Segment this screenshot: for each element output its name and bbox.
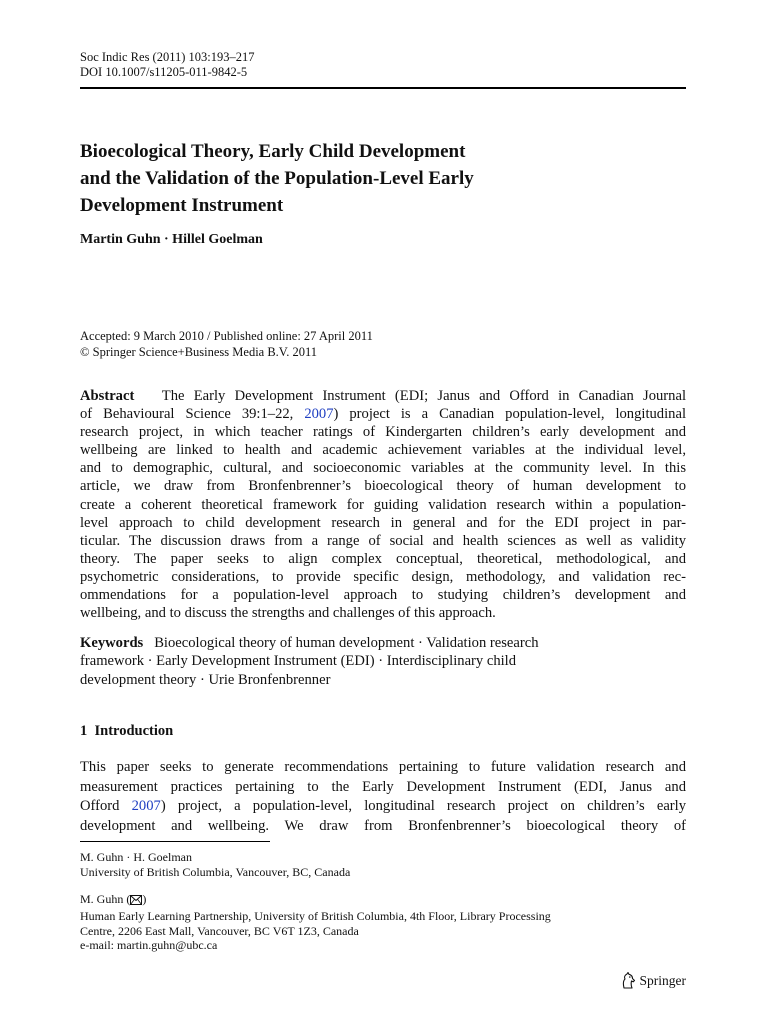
publication-history [80, 328, 373, 360]
abstract-line: article, we draw from Bronfenbrenner’s bioecological theory of human development to [80, 478, 686, 495]
affiliation-names: M. Guhn · H. Goelman [80, 850, 192, 864]
address-line-1: Human Early Learning Partnership, University of British Columbia, 4th Floor, Library Processing [80, 908, 551, 923]
footnote-rule [80, 841, 270, 842]
abstract-line: level approach to child development research in general and for the EDI project in par- [80, 514, 686, 531]
abstract-text: ) project is a Canadian population-level, longitudinal [333, 406, 686, 423]
abstract-line: wellbeing, and to discuss the strengths and challenges of this approach. [80, 605, 496, 622]
abstract [80, 387, 686, 622]
abstract-line [80, 387, 686, 405]
abstract-line [80, 405, 686, 423]
keywords-line: development theory · Urie Bronfenbrenner [80, 671, 331, 688]
citation-link[interactable]: 2007 [304, 406, 334, 423]
header-rule [80, 87, 686, 89]
abstract-text: The Early Development Instrument (EDI; Janus and Offord in Canadian Journal [161, 388, 686, 404]
introduction-text [80, 758, 686, 836]
title-line-3: Development Instrument [80, 195, 284, 216]
section-number: 1 [80, 723, 88, 739]
abstract-text: of Behavioural Science 39:1–22, [80, 406, 294, 423]
intro-line [80, 797, 686, 817]
intro-line: development and wellbeing. We draw from Bronfenbrenner’s bioecological theory of [80, 817, 686, 834]
citation: Soc Indic Res (2011) 103:193–217 [80, 50, 255, 64]
springer-horse-icon [620, 972, 636, 989]
intro-line: measurement practices pertaining to the Early Development Instrument (EDI, Janus and [80, 778, 686, 795]
affiliation-block [80, 850, 350, 880]
article-title [80, 138, 686, 219]
abstract-line: create a coherent theoretical framework for guiding validation research within a population- [80, 496, 686, 513]
abstract-line: and to demographic, cultural, and socioeconomic variables at the community level. In this [80, 460, 686, 477]
abstract-label: Abstract [80, 388, 135, 404]
section-title: Introduction [94, 723, 174, 739]
title-line-1: Bioecological Theory, Early Child Development [80, 141, 466, 162]
citation-link[interactable]: 2007 [131, 798, 161, 815]
corresponding-author-block [80, 892, 551, 953]
abstract-line: psychometric considerations, to provide specific design, methodology, and validation rec- [80, 568, 686, 585]
envelope-icon [130, 894, 142, 909]
intro-text: Offord [80, 798, 120, 815]
abstract-line: ommendations for a population-level approach to studying children’s development and [80, 587, 686, 604]
article-page [80, 0, 686, 1024]
copyright: © Springer Science+Business Media B.V. 2011 [80, 345, 318, 359]
corresponding-name: M. Guhn ( [80, 892, 131, 906]
section-heading [80, 723, 173, 740]
abstract-line: ticular. The discussion draws from a range of social and health sciences as well as validity [80, 532, 686, 549]
keywords [80, 634, 686, 689]
abstract-line: theory. The paper seeks to align complex conceptual, theoretical, methodological, and [80, 550, 686, 567]
keywords-line: framework · Early Development Instrument (EDI) · Interdisciplinary child [80, 653, 517, 670]
affiliation-university: University of British Columbia, Vancouver, BC, Canada [80, 864, 351, 879]
abstract-line: research project, in which teacher ratings of Kindergarten children’s early development and [80, 424, 686, 441]
journal-header [80, 50, 255, 80]
keywords-line [80, 634, 686, 652]
publisher-logo [620, 972, 687, 989]
address-line-2: Centre, 2206 East Mall, Vancouver, BC V6T 1Z3, Canada [80, 923, 359, 938]
intro-line: This paper seeks to generate recommendations pertaining to future validation research and [80, 759, 686, 775]
corresponding-author [80, 892, 551, 909]
keywords-text: Bioecological theory of human development · Validation research [154, 635, 539, 651]
history-dates: Accepted: 9 March 2010 / Published online: 27 April 2011 [80, 329, 373, 343]
intro-text: ) project, a population-level, longitudinal research project on children’s early [160, 798, 687, 815]
authors: Martin Guhn · Hillel Goelman [80, 232, 263, 247]
corresponding-close: ) [142, 892, 147, 906]
keywords-label: Keywords [80, 635, 144, 651]
abstract-line: wellbeing are linked to health and academic achievement variables at the individual level, [80, 442, 686, 459]
doi: DOI 10.1007/s11205-011-9842-5 [80, 65, 248, 79]
title-line-2: and the Validation of the Population-Level Early [80, 168, 474, 189]
email: e-mail: martin.guhn@ubc.ca [80, 938, 218, 953]
publisher-name: Springer [639, 972, 686, 988]
